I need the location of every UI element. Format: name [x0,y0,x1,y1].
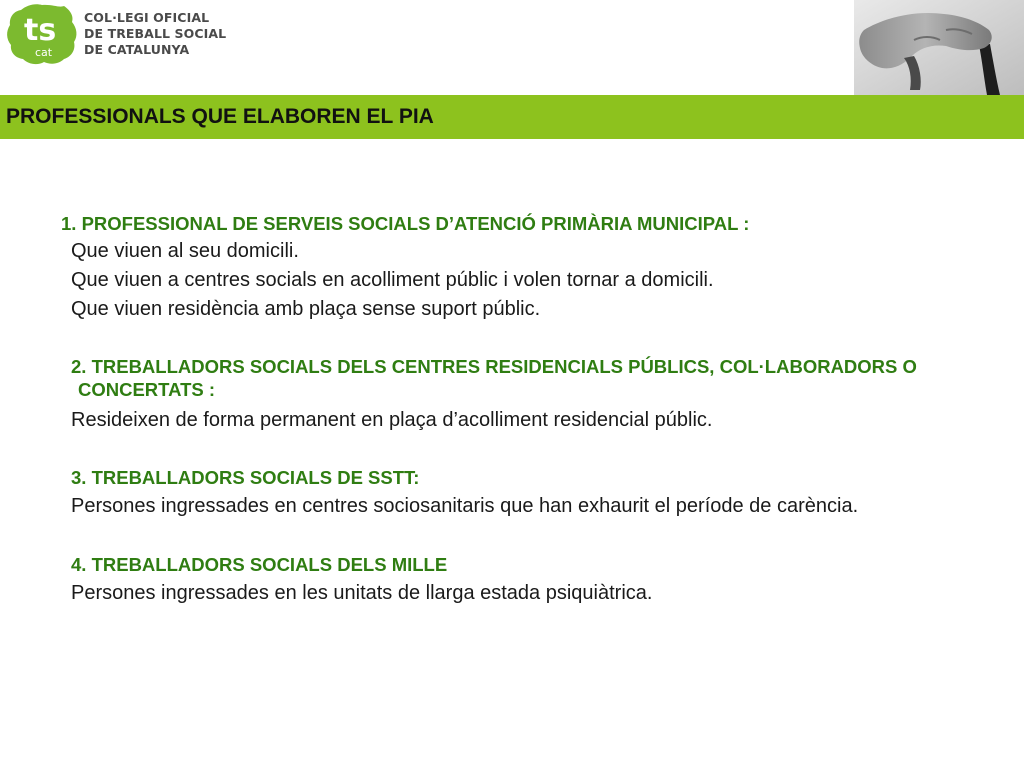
section-heading: 4. TREBALLADORS SOCIALS DELS MILLE [71,554,448,575]
section-item: Que viuen residència amb plaça sense suport públic. [71,298,541,320]
section-heading: 1. PROFESSIONAL DE SERVEIS SOCIALS D’ATENCIÓ PRIMÀRIA MUNICIPAL : [61,213,750,234]
section-heading: 3. TREBALLADORS SOCIALS DE SSTT: [71,467,420,488]
organization-name-line: DE TREBALL SOCIAL [84,26,227,41]
section-item: Que viuen al seu domicili. [71,240,299,262]
svg-text:ts: ts [24,13,57,48]
title-bar [0,95,1024,139]
section-heading: 2. TREBALLADORS SOCIALS DELS CENTRES RESIDENCIALS PÚBLICS, COL·LABORADORS O [71,356,917,377]
organization-name-line: DE CATALUNYA [84,42,190,57]
organization-name [84,10,234,58]
section-item: Persones ingressades en centres sociosanitaris que han exhaurit el període de carència. [71,495,859,517]
hand-on-cane-photo [854,0,1024,95]
organization-logo [4,2,234,66]
slide-header [0,0,1024,95]
organization-name-line: COL·LEGI OFICIAL [84,10,210,25]
section-heading-continuation: CONCERTATS : [78,379,216,400]
logo-mark-icon [4,2,80,66]
section-item: Que viuen a centres socials en acolliment públic i volen tornar a domicili. [71,269,714,291]
svg-text:cat: cat [35,46,53,59]
section-item: Persones ingressades en les unitats de llarga estada psiquiàtrica. [71,582,653,604]
slide-title: PROFESSIONALS QUE ELABOREN EL PIA [6,105,434,128]
section-item: Resideixen de forma permanent en plaça d’acolliment residencial públic. [71,409,713,431]
